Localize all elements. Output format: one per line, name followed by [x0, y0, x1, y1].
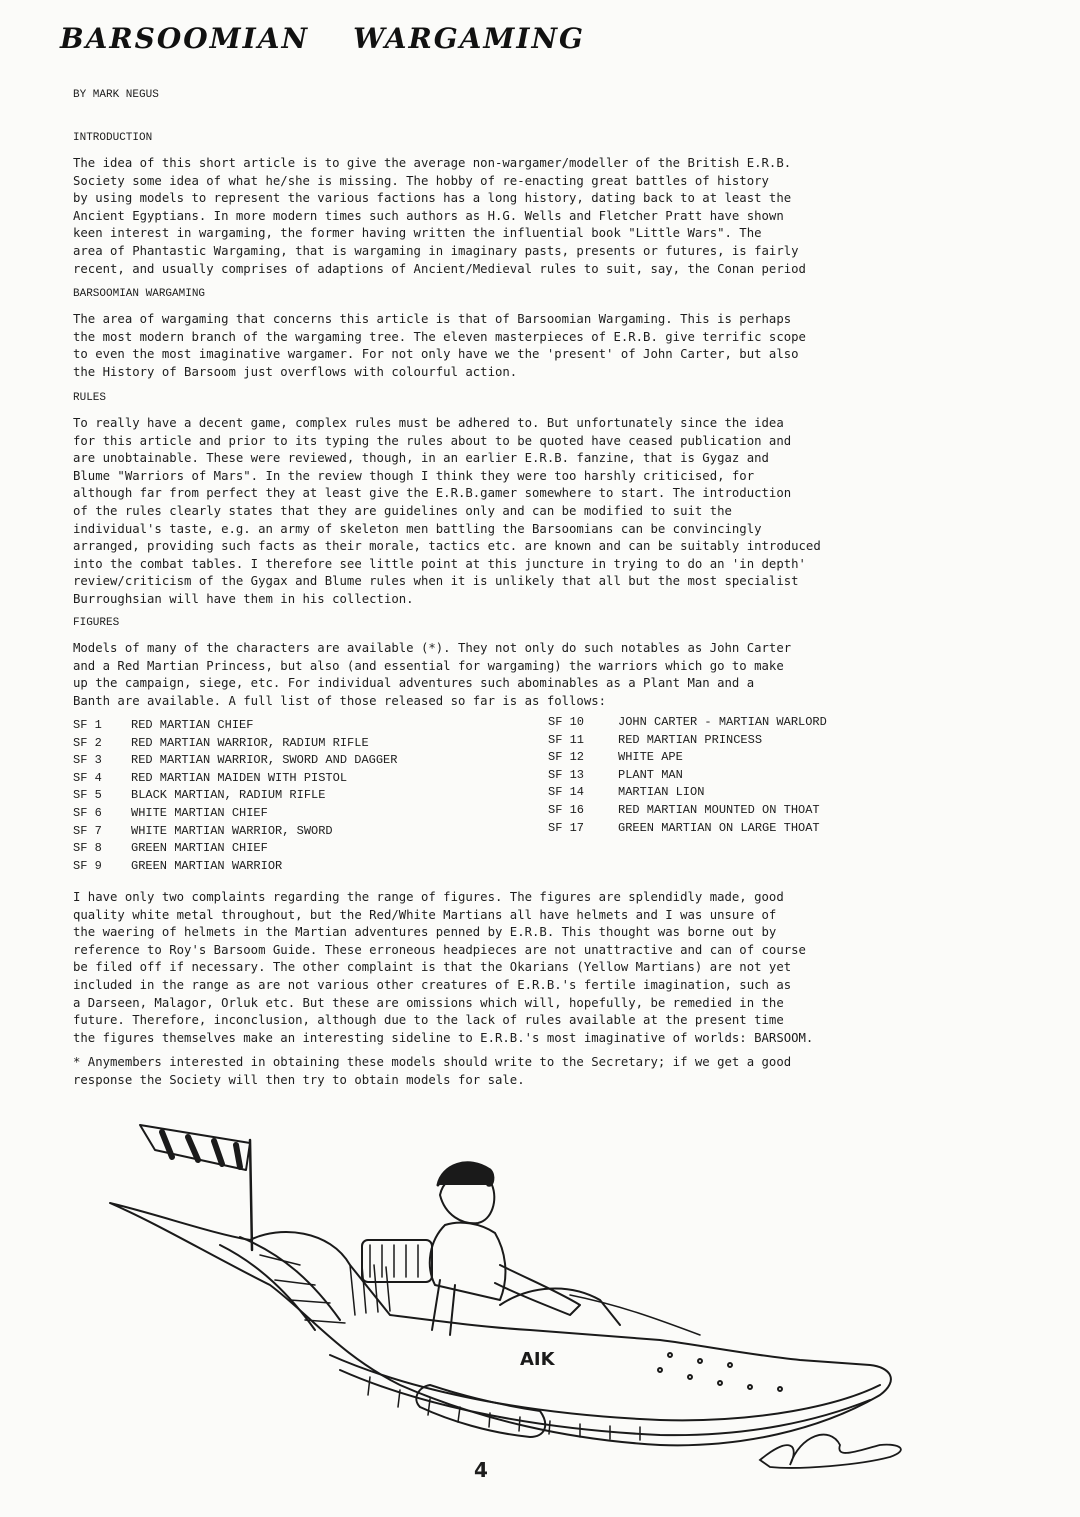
section-heading: BARSOOMIAN WARGAMING [73, 288, 206, 300]
list-item [73, 823, 397, 841]
section-heading: INTRODUCTION [73, 132, 153, 144]
paragraph-line: Ancient Egyptians. In more modern times such authors as H.G. Wells and Fletcher Pratt have shown [73, 208, 784, 223]
section-barsoomian-wargaming [73, 287, 953, 381]
figure-name: RED MARTIAN MAIDEN WITH PISTOL [131, 770, 348, 785]
artist-signature [760, 1435, 901, 1468]
paragraph-line: although far from perfect they at least give the E.R.B.gamer somewhere to start. The introduction [73, 486, 792, 501]
paragraph-line: future. Therefore, inconclusion, although due to the lack of rules available at the present time [73, 1013, 784, 1028]
list-item [73, 840, 397, 858]
figure-code: SF 14 [548, 785, 585, 800]
figure-name: GREEN MARTIAN CHIEF [131, 841, 268, 856]
figure-code: SF 4 [73, 770, 102, 785]
footnote-line: response the Society will then try to obtain models for sale. [73, 1072, 525, 1087]
figure-code: SF 16 [548, 802, 585, 817]
section-introduction [73, 131, 953, 278]
paragraph-line: Banth are available. A full list of those released so far is as follows: [73, 693, 607, 708]
figure-name: BLACK MARTIAN, RADIUM RIFLE [131, 788, 326, 803]
figure-name: RED MARTIAN WARRIOR, SWORD AND DAGGER [131, 753, 398, 768]
paragraph-line: for this article and prior to its typing the rules about to be quoted have ceased publication and [73, 433, 792, 448]
list-item [548, 749, 827, 767]
figure-code: SF 9 [73, 858, 102, 873]
figure-code: SF 10 [548, 715, 585, 729]
list-item [548, 802, 827, 820]
paragraph-line: Society some idea of what he/she is missing. The hobby of re-enacting great battles of history [73, 173, 769, 188]
figure-name: WHITE MARTIAN CHIEF [131, 805, 268, 820]
list-item [73, 787, 397, 805]
paragraph-line: to even the most imaginative wargamer. For not only have we the 'present' of John Carter, but also [73, 347, 799, 362]
figure-name: RED MARTIAN PRINCESS [618, 732, 763, 747]
paragraph-line: The idea of this short article is to give the average non-wargamer/modeller of the British E.R.B. [73, 156, 792, 170]
list-item [73, 752, 397, 770]
section-rules [73, 391, 953, 609]
figure-code: SF 6 [73, 805, 102, 820]
complaints-paragraph [73, 889, 953, 1047]
byline: BY MARK NEGUS [73, 89, 159, 101]
flier-illustration [100, 1115, 940, 1495]
paragraph-line: arranged, providing such facts as their morale, tactics etc. are known and can be suitably introduced [73, 539, 821, 554]
title-word-1: BARSOOMIAN [60, 22, 310, 55]
section-figures [73, 616, 953, 710]
figures-list-right [548, 714, 827, 837]
list-item [73, 717, 397, 735]
figure-code: SF 5 [73, 788, 102, 803]
paragraph-line: area of Phantastic Wargaming, that is wargaming in imaginary pasts, presents or futures, is fairly [73, 243, 799, 258]
list-item [548, 784, 827, 802]
figure-code: SF 8 [73, 841, 102, 856]
paragraph-line: and a Red Martian Princess, but also (and essential for wargaming) the warriors which go to make [73, 658, 784, 673]
paragraph-line: up the campaign, siege, etc. For individual adventures such abominables as a Plant Man and a [73, 676, 755, 691]
figure-code: SF 13 [548, 767, 585, 782]
footnote [73, 1054, 953, 1089]
paragraph-line: Blume "Warriors of Mars". In the review though I think they were too harshly criticised, for [73, 468, 755, 483]
figure-name: RED MARTIAN MOUNTED ON THOAT [618, 802, 820, 817]
paragraph-line: Burroughsian will have them in his collection. [73, 591, 414, 606]
paragraph-line: the waering of helmets in the Martian adventures penned by E.R.B. This thought was borne out by [73, 925, 777, 940]
paragraph-line: reference to Roy's Barsoom Guide. These erroneous headpieces are not unattractive and can of course [73, 942, 806, 957]
list-item [73, 735, 397, 753]
figure-code: SF 1 [73, 718, 102, 732]
title-word-2: WARGAMING [353, 22, 585, 55]
paragraph-line: quality white metal throughout, but the Red/White Martians all have helmets and I was unsure of [73, 907, 777, 922]
figure-name: PLANT MAN [618, 767, 683, 782]
figure-name: WHITE APE [618, 750, 683, 765]
paragraph-line: To really have a decent game, complex rules must be adhered to. But unfortunately since the idea [73, 416, 784, 430]
figure-name: RED MARTIAN CHIEF [131, 718, 254, 732]
figure-code: SF 17 [548, 820, 585, 835]
paragraph-line: I have only two complaints regarding the range of figures. The figures are splendidly made, good [73, 890, 784, 904]
paragraph-line: the figures themselves make an interesting sideline to E.R.B.'s most imaginative of worlds: BARSOOM. [73, 1030, 814, 1045]
figure-name: MARTIAN LION [618, 785, 705, 800]
paragraph-line: the most modern branch of the wargaming tree. The eleven masterpieces of E.R.B. give terrific scope [73, 329, 806, 344]
article-title [60, 22, 585, 55]
figure-name: GREEN MARTIAN WARRIOR [131, 858, 283, 873]
list-item [73, 770, 397, 788]
paragraph-line: into the combat tables. I therefore see little point at this juncture in trying to do an 'in depth' [73, 556, 806, 571]
paragraph-line: included in the range as are not various other creatures of E.R.B.'s fertile imagination, such as [73, 977, 792, 992]
illustration-label: AIK [520, 1349, 555, 1370]
figure-name: GREEN MARTIAN ON LARGE THOAT [618, 820, 820, 835]
paragraph-line: are unobtainable. These were reviewed, though, in an earlier E.R.B. fanzine, that is Gygaz and [73, 451, 769, 466]
paragraph-line: The area of wargaming that concerns this article is that of Barsoomian Wargaming. This is perhaps [73, 312, 792, 326]
footnote-line: * Anymembers interested in obtaining these models should write to the Secretary; if we get a good [73, 1055, 792, 1069]
figure-name: JOHN CARTER - MARTIAN WARLORD [618, 715, 827, 729]
list-item [548, 820, 827, 838]
list-item [73, 805, 397, 823]
paragraph-line: a Darseen, Malagor, Orluk etc. But these are omissions which will, hopefully, be remedied in the [73, 995, 784, 1010]
figure-code: SF 11 [548, 732, 585, 747]
paragraph-line: recent, and usually comprises of adaptions of Ancient/Medieval rules to suit, say, the Conan period [73, 261, 806, 276]
figure-code: SF 2 [73, 735, 102, 750]
figure-name: WHITE MARTIAN WARRIOR, SWORD [131, 823, 333, 838]
list-item [548, 714, 827, 732]
figure-code: SF 3 [73, 753, 102, 768]
paragraph-line: review/criticism of the Gygax and Blume rules when it is unlikely that all but the most specialist [73, 574, 799, 589]
list-item [548, 732, 827, 750]
section-heading: RULES [73, 392, 107, 404]
figures-list-left [73, 717, 397, 875]
paragraph-line: keen interest in wargaming, the former having written the influential book "Little Wars". The [73, 226, 762, 241]
paragraph-line: individual's taste, e.g. an army of skeleton men battling the Barsoomians can be convincingly [73, 521, 762, 536]
figure-code: SF 12 [548, 750, 585, 765]
paragraph-line: by using models to represent the various factions has a long history, dating back to at least the [73, 191, 792, 206]
paragraph-line: the History of Barsoom just overflows with colourful action. [73, 364, 518, 379]
section-heading: FIGURES [73, 617, 120, 629]
page-number: 4 [474, 1458, 488, 1482]
figure-code: SF 7 [73, 823, 102, 838]
list-item [548, 767, 827, 785]
paragraph-line: of the rules clearly states that they are guidelines only and can be modified to suit the [73, 503, 732, 518]
paragraph-line: Models of many of the characters are available (*). They not only do such notables as John Carter [73, 641, 792, 655]
list-item [73, 858, 397, 876]
paragraph-line: be filed off if necessary. The other complaint is that the Okarians (Yellow Martians) are not yet [73, 960, 792, 975]
figure-name: RED MARTIAN WARRIOR, RADIUM RIFLE [131, 735, 369, 750]
